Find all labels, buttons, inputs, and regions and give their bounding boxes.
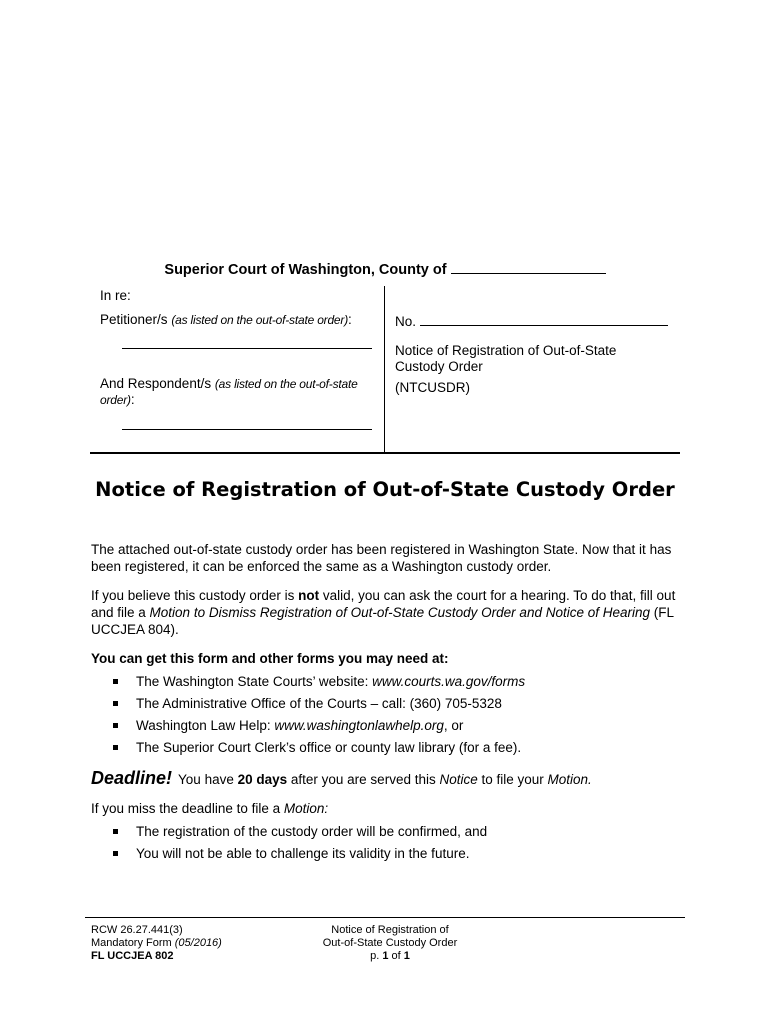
forms-lead: You can get this form and other forms you may need at: xyxy=(91,651,449,666)
document-body xyxy=(91,541,681,876)
page-of: of xyxy=(388,950,404,962)
bullet-icon xyxy=(113,829,118,834)
consequences-list xyxy=(113,823,681,862)
deadline-notice xyxy=(91,770,681,788)
hearing-text-c: valid, you can ask the court for a hearing. To do that, fill out and file a xyxy=(91,588,676,620)
deadline-text: You have xyxy=(178,772,238,787)
deadline-text: after you are served this xyxy=(287,772,440,787)
footer-form-info xyxy=(91,924,222,963)
petitioner-name-blank[interactable] xyxy=(122,348,372,349)
page-total: 1 xyxy=(403,950,410,962)
page-current: 1 xyxy=(382,950,389,962)
footer-mandatory xyxy=(91,937,222,950)
hearing-text-not: not xyxy=(298,588,320,603)
page-footer xyxy=(85,917,685,962)
deadline-days: 20 days xyxy=(237,772,288,787)
in-re-label: In re: xyxy=(100,288,131,303)
bullet-icon xyxy=(113,745,118,750)
petitioner-note: (as listed on the out-of-state order) xyxy=(171,313,349,327)
footer-form-title xyxy=(315,924,465,963)
intro-paragraph: The attached out-of-state custody order has been registered in Washington State. Now that it has been registered, it can be enforced the same as a Washington custody order. xyxy=(91,542,672,574)
list-item-text: You will not be able to challenge its validity in the future. xyxy=(136,846,470,861)
forms-list xyxy=(113,673,681,756)
hearing-text-a: If you believe this custody order is xyxy=(91,588,299,603)
petitioner-colon: : xyxy=(348,312,352,327)
motion-title: Motion to Dismiss Registration of Out-of-State Custody Order and Notice of Hearing xyxy=(149,605,651,620)
county-blank[interactable] xyxy=(451,262,606,274)
deadline-text: to file your xyxy=(477,772,548,787)
page-prefix: p. xyxy=(370,950,383,962)
caption-bottom-rule xyxy=(90,452,680,454)
list-item-text: The Administrative Office of the Courts – call: (360) 705-5328 xyxy=(136,696,502,711)
miss-text: If you miss the deadline to file a xyxy=(91,801,284,816)
list-item xyxy=(113,717,681,734)
list-item xyxy=(113,823,681,840)
footer-title-line1: Notice of Registration of xyxy=(331,924,449,936)
footer-title-line2: Out-of-State Custody Order xyxy=(322,937,458,949)
list-item xyxy=(113,845,681,862)
deadline-label: Deadline! xyxy=(91,768,173,788)
miss-deadline-intro xyxy=(91,800,681,817)
list-item xyxy=(113,739,681,756)
court-title-text: Superior Court of Washington, County of xyxy=(164,262,447,278)
case-caption xyxy=(90,286,680,454)
hearing-paragraph xyxy=(91,587,681,638)
list-item-text: The Washington State Courts’ website: xyxy=(136,674,373,689)
list-item-text: Washington Law Help: xyxy=(136,718,275,733)
bullet-icon xyxy=(113,701,118,706)
hearing-text-e: (FL UCCJEA 804). xyxy=(91,605,674,637)
caption-divider xyxy=(384,286,385,454)
respondent-colon: : xyxy=(130,392,135,407)
case-document-title: Notice of Registration of Out-of-State Custody Order xyxy=(395,343,617,374)
footer-statute: RCW 26.27.441(3) xyxy=(91,924,183,936)
miss-motion-word: Motion: xyxy=(283,801,329,816)
footer-form-code: FL UCCJEA 802 xyxy=(91,950,174,962)
bullet-icon xyxy=(113,723,118,728)
bullet-icon xyxy=(113,851,118,856)
list-item-text: The registration of the custody order will be confirmed, and xyxy=(136,824,488,839)
bullet-icon xyxy=(113,679,118,684)
footer-mandatory-date: (05/2016) xyxy=(174,937,222,949)
list-item-suffix: , or xyxy=(443,718,464,733)
petitioner-label xyxy=(100,312,352,327)
deadline-motion-word: Motion. xyxy=(547,772,592,787)
lawhelp-website-link[interactable]: www.washingtonlawhelp.org xyxy=(274,718,444,733)
respondent-label-text: And Respondent/s xyxy=(100,376,212,391)
court-heading xyxy=(0,262,770,278)
case-document-code: (NTCUSDR) xyxy=(395,380,470,395)
case-number-blank[interactable] xyxy=(420,314,668,326)
list-item xyxy=(113,673,681,690)
respondent-label xyxy=(100,376,370,408)
respondent-name-blank[interactable] xyxy=(122,429,372,430)
respondent-note: (as listed on the out-of-state order) xyxy=(100,377,358,407)
case-number-label: No. xyxy=(395,314,417,329)
petitioner-label-text: Petitioner/s xyxy=(100,312,168,327)
list-item xyxy=(113,695,681,712)
deadline-notice-word: Notice xyxy=(439,772,478,787)
case-number xyxy=(395,314,668,329)
courts-website-link[interactable]: www.courts.wa.gov/forms xyxy=(372,674,526,689)
document-title: Notice of Registration of Out-of-State Custody Order xyxy=(95,478,675,501)
footer-mandatory-label: Mandatory Form xyxy=(91,937,175,949)
footer-page-number xyxy=(315,950,465,963)
list-item-text: The Superior Court Clerk’s office or county law library (for a fee). xyxy=(136,740,522,755)
